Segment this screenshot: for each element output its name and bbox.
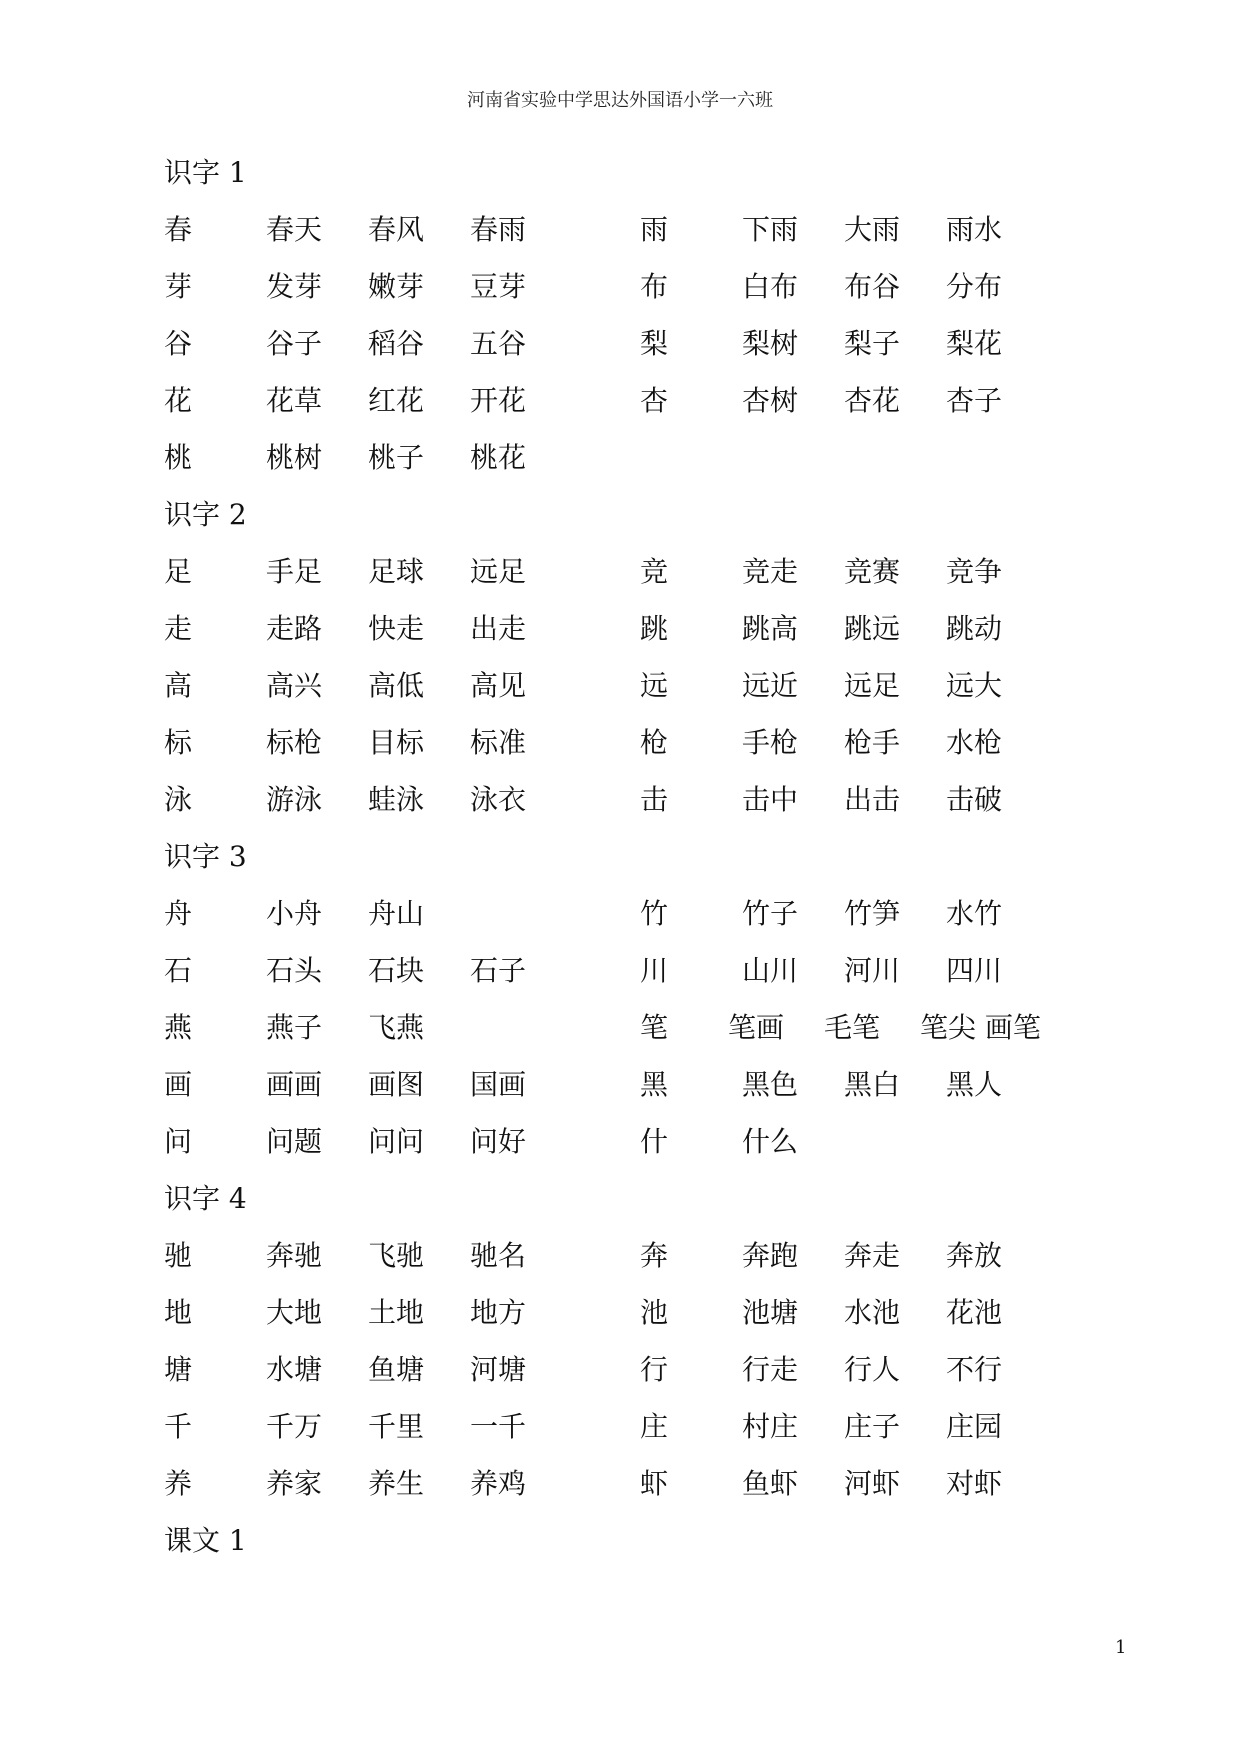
vocab-character: 庄 [640,1410,669,1443]
vocab-word: 桃树 [266,441,323,474]
vocab-word: 游泳 [266,783,323,816]
vocab-word: 养鸡 [470,1467,527,1500]
vocab-word: 四川 [946,954,1003,987]
vocab-word: 布谷 [844,270,901,303]
vocab-character: 地 [164,1296,193,1329]
vocab-character: 什 [640,1125,669,1158]
vocab-word: 目标 [368,726,425,759]
vocab-word: 稻谷 [368,327,425,360]
vocab-word: 画图 [368,1068,425,1101]
vocab-row [164,258,1104,315]
section-title: 识字 1 [164,156,247,189]
vocab-word: 村庄 [742,1410,799,1443]
vocab-character: 虾 [640,1467,669,1500]
vocab-word: 竹子 [742,897,799,930]
vocab-word: 水竹 [946,897,1003,930]
vocab-word: 什么 [742,1125,799,1158]
vocab-word: 标准 [470,726,527,759]
vocab-word: 标枪 [266,726,323,759]
vocab-character: 标 [164,726,193,759]
section-title: 识字 2 [164,498,247,531]
vocab-word: 枪手 [844,726,901,759]
vocab-character: 黑 [640,1068,669,1101]
vocab-word: 奔走 [844,1239,901,1272]
vocab-word: 高见 [470,669,527,702]
vocab-word: 雨水 [946,213,1003,246]
vocab-word: 庄子 [844,1410,901,1443]
vocab-character: 雨 [640,213,669,246]
vocab-word: 千万 [266,1410,323,1443]
vocab-word: 桃子 [368,441,425,474]
vocab-word: 春雨 [470,213,527,246]
vocab-word: 发芽 [266,270,323,303]
vocab-character: 燕 [164,1011,193,1044]
vocab-character: 川 [640,954,669,987]
vocab-word: 远大 [946,669,1003,702]
vocab-word: 河塘 [470,1353,527,1386]
vocab-word: 竞争 [946,555,1003,588]
vocab-word: 走路 [266,612,323,645]
vocab-word: 问好 [470,1125,527,1158]
vocab-word: 奔放 [946,1239,1003,1272]
vocab-row [164,771,1104,828]
vocab-word: 山川 [742,954,799,987]
vocab-character: 奔 [640,1239,669,1272]
vocab-word: 开花 [470,384,527,417]
vocab-word: 出走 [470,612,527,645]
vocab-character: 枪 [640,726,669,759]
vocab-word: 大雨 [844,213,901,246]
vocab-row [164,999,1104,1056]
vocab-word: 地方 [470,1296,527,1329]
page-header: 河南省实验中学思达外国语小学一六班 [467,90,773,111]
vocab-word: 水塘 [266,1353,323,1386]
vocab-character: 花 [164,384,193,417]
vocab-word: 足球 [368,555,425,588]
vocab-word: 高兴 [266,669,323,702]
vocab-character: 泳 [164,783,193,816]
vocab-word: 嫩芽 [368,270,425,303]
vocab-character: 养 [164,1467,193,1500]
vocab-character: 舟 [164,897,193,930]
vocab-word: 石头 [266,954,323,987]
vocab-word: 飞驰 [368,1239,425,1272]
vocab-word: 养生 [368,1467,425,1500]
vocab-word: 一千 [470,1410,527,1443]
vocab-word: 大地 [266,1296,323,1329]
vocab-row [164,1284,1104,1341]
vocab-character: 问 [164,1125,193,1158]
vocab-word: 笔尖 画笔 [920,1011,1041,1044]
vocab-word: 分布 [946,270,1003,303]
vocab-word: 石块 [368,954,425,987]
vocab-character: 击 [640,783,669,816]
vocab-word: 红花 [368,384,425,417]
vocab-character: 春 [164,213,193,246]
vocab-word: 水池 [844,1296,901,1329]
vocab-word: 谷子 [266,327,323,360]
vocab-character: 行 [640,1353,669,1386]
vocab-word: 舟山 [368,897,425,930]
vocab-word: 远近 [742,669,799,702]
vocab-character: 高 [164,669,193,702]
vocab-word: 水枪 [946,726,1003,759]
vocab-row [164,429,1104,486]
vocab-word: 出击 [844,783,901,816]
vocab-word: 黑色 [742,1068,799,1101]
section-title: 课文 1 [164,1524,247,1557]
vocab-character: 池 [640,1296,669,1329]
vocab-word: 五谷 [470,327,527,360]
vocab-row [164,1227,1104,1284]
vocab-word: 竞赛 [844,555,901,588]
vocab-character: 走 [164,612,193,645]
vocab-word: 养家 [266,1467,323,1500]
vocab-word: 豆芽 [470,270,527,303]
vocab-word: 梨花 [946,327,1003,360]
vocab-word: 千里 [368,1410,425,1443]
vocab-word: 快走 [368,612,425,645]
vocab-word: 问题 [266,1125,323,1158]
vocab-word: 跳远 [844,612,901,645]
vocab-word: 跳高 [742,612,799,645]
vocab-row [164,1398,1104,1455]
vocab-row [164,942,1104,999]
section-title: 识字 3 [164,840,247,873]
vocab-word: 杏树 [742,384,799,417]
page-number: 1 [1115,1637,1127,1658]
vocab-word: 不行 [946,1353,1003,1386]
vocab-word: 小舟 [266,897,323,930]
vocab-row [164,315,1104,372]
vocab-word: 黑白 [844,1068,901,1101]
vocab-word: 飞燕 [368,1011,425,1044]
vocab-row [164,1341,1104,1398]
vocab-word: 杏子 [946,384,1003,417]
vocab-row [164,600,1104,657]
vocab-row [164,1056,1104,1113]
vocab-word: 土地 [368,1296,425,1329]
vocab-word: 远足 [844,669,901,702]
vocab-character: 远 [640,669,669,702]
vocab-word: 蛙泳 [368,783,425,816]
vocab-word: 燕子 [266,1011,323,1044]
vocab-word: 毛笔 [824,1011,881,1044]
vocab-character: 千 [164,1410,193,1443]
vocab-character: 跳 [640,612,669,645]
vocab-word: 国画 [470,1068,527,1101]
vocab-word: 梨树 [742,327,799,360]
vocab-character: 画 [164,1068,193,1101]
vocab-word: 笔画 [728,1011,785,1044]
vocab-word: 花池 [946,1296,1003,1329]
vocab-character: 布 [640,270,669,303]
vocab-character: 塘 [164,1353,193,1386]
vocab-word: 石子 [470,954,527,987]
vocab-word: 击中 [742,783,799,816]
vocab-row [164,885,1104,942]
vocab-word: 奔驰 [266,1239,323,1272]
vocab-word: 问问 [368,1125,425,1158]
vocab-character: 竞 [640,555,669,588]
vocab-word: 行人 [844,1353,901,1386]
vocab-character: 谷 [164,327,193,360]
vocab-word: 行走 [742,1353,799,1386]
vocab-character: 杏 [640,384,669,417]
vocab-word: 竹笋 [844,897,901,930]
vocab-word: 池塘 [742,1296,799,1329]
vocab-word: 手枪 [742,726,799,759]
section-title: 识字 4 [164,1182,247,1215]
vocab-word: 击破 [946,783,1003,816]
vocab-word: 春风 [368,213,425,246]
vocab-character: 驰 [164,1239,193,1272]
vocab-character: 芽 [164,270,193,303]
vocab-word: 手足 [266,555,323,588]
vocab-character: 竹 [640,897,669,930]
vocab-word: 鱼虾 [742,1467,799,1500]
vocab-word: 高低 [368,669,425,702]
vocab-word: 远足 [470,555,527,588]
vocab-row [164,543,1104,600]
vocab-word: 黑人 [946,1068,1003,1101]
vocab-word: 鱼塘 [368,1353,425,1386]
vocab-word: 跳动 [946,612,1003,645]
vocab-row [164,714,1104,771]
vocab-row [164,1455,1104,1512]
vocab-word: 泳衣 [470,783,527,816]
vocab-row [164,201,1104,258]
vocab-word: 画画 [266,1068,323,1101]
vocab-word: 对虾 [946,1467,1003,1500]
vocab-word: 花草 [266,384,323,417]
vocab-word: 驰名 [470,1239,527,1272]
vocab-character: 足 [164,555,193,588]
vocabulary-list [164,144,1104,1569]
vocab-word: 杏花 [844,384,901,417]
vocab-character: 桃 [164,441,193,474]
vocab-character: 石 [164,954,193,987]
vocab-word: 梨子 [844,327,901,360]
vocab-character: 梨 [640,327,669,360]
vocab-word: 春天 [266,213,323,246]
vocab-word: 白布 [742,270,799,303]
vocab-word: 河虾 [844,1467,901,1500]
vocab-word: 庄园 [946,1410,1003,1443]
vocab-character: 笔 [640,1011,669,1044]
vocab-row [164,1113,1104,1170]
vocab-row [164,657,1104,714]
vocab-word: 下雨 [742,213,799,246]
vocab-word: 河川 [844,954,901,987]
vocab-word: 桃花 [470,441,527,474]
vocab-word: 奔跑 [742,1239,799,1272]
vocab-row [164,372,1104,429]
vocab-word: 竞走 [742,555,799,588]
